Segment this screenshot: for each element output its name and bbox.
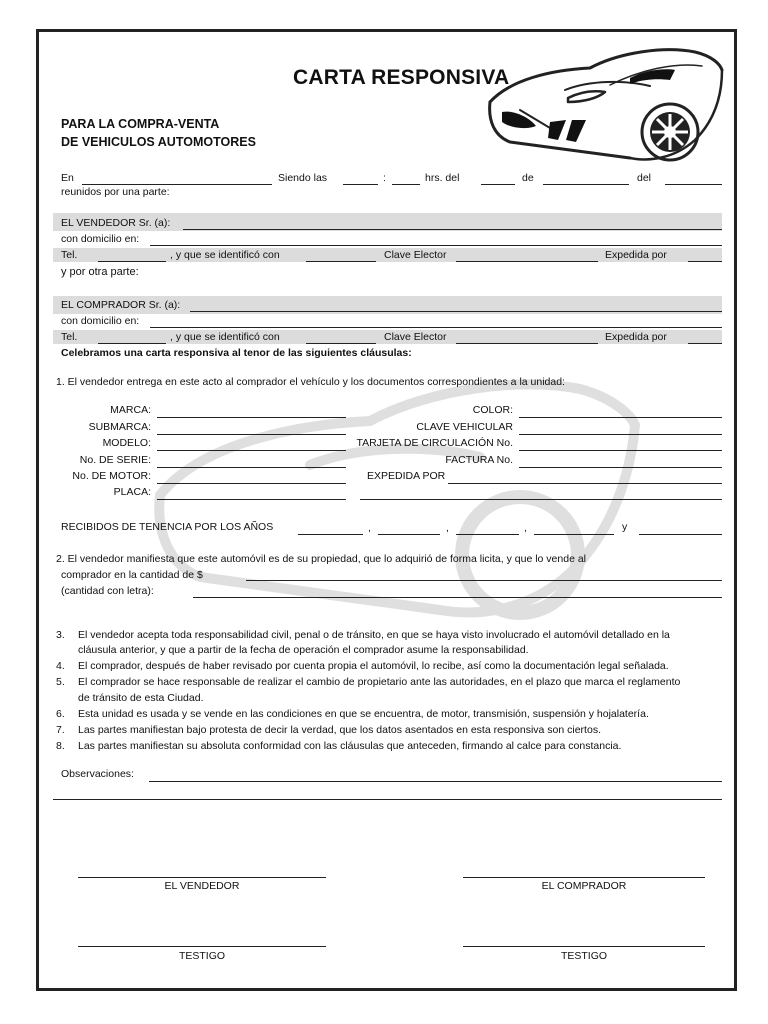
clause-3-num: 3. [56,629,65,641]
subtitle-line-1: PARA LA COMPRA-VENTA [61,117,220,131]
comprador-clave-label: Clave Elector [384,331,447,343]
clause-4-num: 4. [56,660,65,672]
vendedor-tel-field[interactable] [98,261,166,262]
place-field[interactable] [82,184,272,185]
label-del: del [637,172,652,184]
vendedor-tel-label: Tel. [61,249,78,261]
motor-field[interactable] [157,483,346,484]
expedida-por-field[interactable] [448,483,722,484]
comprador-signature-label: EL COMPRADOR [541,880,627,892]
clause-2-line-1: 2. El vendedor manifiesta que este automóvil es de su propiedad, que lo adquirió de forma licita, y que lo vende al [56,553,586,565]
page-title: CARTA RESPONSIVA [293,66,510,89]
vendedor-signature-line[interactable] [78,877,326,878]
comprador-tel-field[interactable] [98,343,166,344]
hour-field[interactable] [343,184,378,185]
motor-label: No. DE MOTOR: [72,470,151,482]
tenencia-year-2[interactable] [378,534,440,535]
clause-8-num: 8. [56,740,65,752]
testigo-1-label: TESTIGO [178,950,226,962]
vendedor-clave-label: Clave Elector [384,249,447,261]
vendedor-id-field[interactable] [306,261,376,262]
vendedor-domicilio-field[interactable] [150,245,722,246]
comprador-name-field[interactable] [190,311,722,312]
vendedor-identifico-label: , y que se identificó con [170,249,280,261]
clause-3-text: El vendedor acepta toda responsabilidad civil, penal o de tránsito, en que se haya visto involucrado el automóvil detallado en la [78,629,670,641]
testigo-2-label: TESTIGO [560,950,608,962]
serie-field[interactable] [157,467,346,468]
tarjeta-label: TARJETA DE CIRCULACIÓN No. [356,437,513,449]
placa-extra-field[interactable] [360,499,722,500]
vendedor-clave-field[interactable] [456,261,598,262]
clause-5-text-2: de tránsito de esta Ciudad. [78,692,204,704]
submarca-label: SUBMARCA: [88,421,151,433]
label-de: de [522,172,534,184]
clause-6-text: Esta unidad es usada y se vende en las condiciones en que se encuentra, de motor, transmisión, suspensión y hojalatería. [78,708,649,720]
vendedor-expedida-field[interactable] [688,261,722,262]
clave-vehicular-label: CLAVE VEHICULAR [416,421,513,433]
year-field[interactable] [665,184,722,185]
clause-4-text: El comprador, después de haber revisado por cuenta propia el automóvil, lo recibe, así como la documentación legal señalada. [78,660,669,672]
label-otra-parte: y por otra parte: [61,266,139,278]
sports-car-icon [480,40,725,165]
day-field[interactable] [481,184,515,185]
clause-2-line-2: comprador en la cantidad de $ [61,569,203,581]
factura-label: FACTURA No. [445,454,513,466]
vendedor-name-field[interactable] [183,229,722,230]
celebramos-heading: Celebramos una carta responsiva al tenor de las siguientes cláusulas: [61,347,412,359]
tenencia-y: y [622,521,628,533]
clause-2-line-3: (cantidad con letra): [61,585,154,597]
comprador-tel-label: Tel. [61,331,78,343]
label-hrs-del: hrs. del [425,172,460,184]
color-label: COLOR: [472,404,513,416]
tenencia-comma-3: , [524,522,527,534]
factura-field[interactable] [519,467,722,468]
clause-7-text: Las partes manifiestan bajo protesta de decir la verdad, que los datos asentados en esta responsiva son ciertos. [78,724,601,736]
marca-field[interactable] [157,417,346,418]
label-reunidos: reunidos por una parte: [61,186,170,198]
placa-field[interactable] [157,499,346,500]
vendedor-expedida-label: Expedida por [605,249,667,261]
submarca-field[interactable] [157,434,346,435]
testigo-1-signature-line[interactable] [78,946,326,947]
tenencia-year-1[interactable] [298,534,363,535]
color-field[interactable] [519,417,722,418]
comprador-domicilio-field[interactable] [150,327,722,328]
price-letter-field[interactable] [193,597,722,598]
label-siendo-las: Siendo las [278,172,328,184]
vendedor-domicilio-label: con domicilio en: [61,233,140,245]
comprador-expedida-label: Expedida por [605,331,667,343]
tenencia-year-3[interactable] [456,534,519,535]
observaciones-field[interactable] [149,781,722,782]
comprador-expedida-field[interactable] [688,343,722,344]
vendedor-label: EL VENDEDOR Sr. (a): [61,217,171,229]
placa-label: PLACA: [113,486,151,498]
tarjeta-field[interactable] [519,450,722,451]
tenencia-comma-2: , [446,522,449,534]
testigo-2-signature-line[interactable] [463,946,705,947]
comprador-identifico-label: , y que se identificó con [170,331,280,343]
clause-5-text: El comprador se hace responsable de realizar el cambio de propietario ante las autoridades, en el plazo que marca el reglamento [78,676,681,688]
label-colon: : [383,172,386,184]
comprador-clave-field[interactable] [456,343,598,344]
clause-6-num: 6. [56,708,65,720]
tenencia-year-5[interactable] [639,534,722,535]
clause-1: 1. El vendedor entrega en este acto al comprador el vehículo y los documentos correspondientes a la unidad: [56,376,565,388]
comprador-signature-line[interactable] [463,877,705,878]
clause-8-text: Las partes manifiestan su absoluta conformidad con las cláusulas que anteceden, firmando al calce para constancia. [78,740,622,752]
clave-vehicular-field[interactable] [519,434,722,435]
tenencia-comma-1: , [368,522,371,534]
comprador-id-field[interactable] [306,343,376,344]
subtitle-line-2: DE VEHICULOS AUTOMOTORES [61,135,256,149]
clause-5-num: 5. [56,676,65,688]
observaciones-field-2[interactable] [53,799,722,800]
serie-label: No. DE SERIE: [79,454,151,466]
tenencia-year-4[interactable] [534,534,614,535]
label-en: En [61,172,74,184]
observaciones-label: Observaciones: [61,768,134,780]
marca-label: MARCA: [110,404,151,416]
expedida-por-label: EXPEDIDA POR [367,470,446,482]
clause-3-text-2: cláusula anterior, y que a partir de la fecha de operación el comprador asume la responsabilidad. [78,644,529,656]
price-field[interactable] [246,580,722,581]
comprador-label: EL COMPRADOR Sr. (a): [61,299,181,311]
clause-7-num: 7. [56,724,65,736]
tenencia-label: RECIBIDOS DE TENENCIA POR LOS AÑOS [61,521,274,533]
comprador-domicilio-label: con domicilio en: [61,315,140,327]
modelo-label: MODELO: [102,437,151,449]
vendedor-signature-label: EL VENDEDOR [164,880,240,892]
minute-field[interactable] [392,184,420,185]
month-field[interactable] [543,184,629,185]
modelo-field[interactable] [157,450,346,451]
